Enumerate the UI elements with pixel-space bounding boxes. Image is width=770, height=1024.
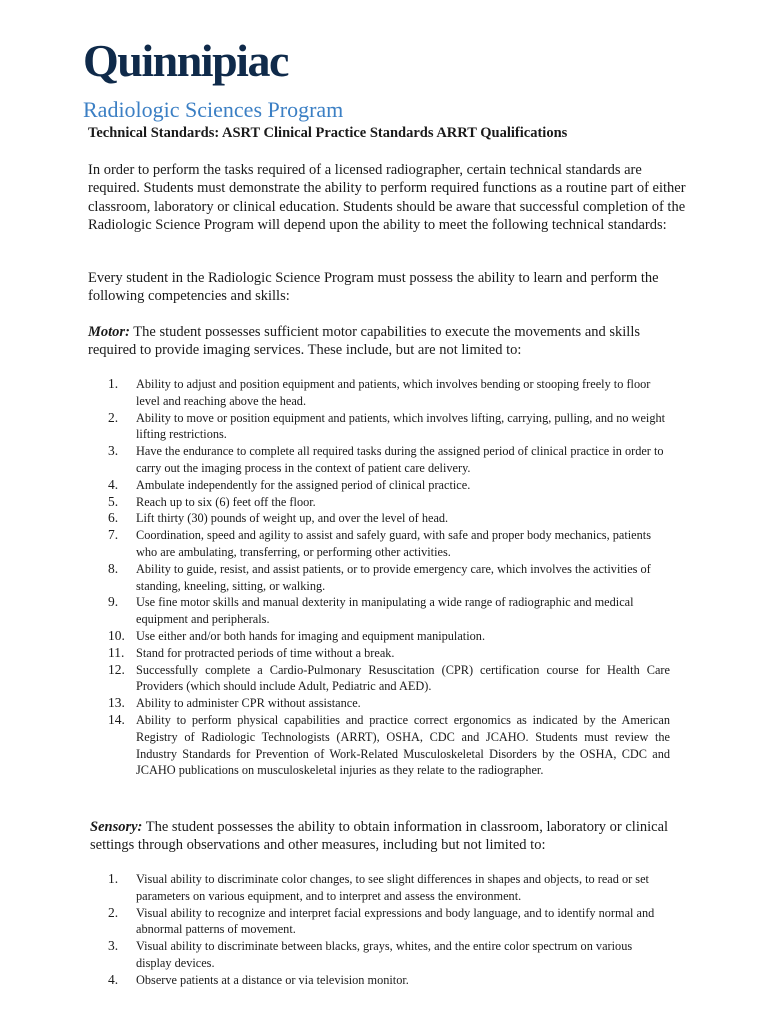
item-text: Observe patients at a distance or via television monitor. xyxy=(136,972,409,987)
item-number: 8. xyxy=(108,560,119,576)
sensory-list xyxy=(108,871,670,989)
item-number: 3. xyxy=(108,443,119,459)
item-number: 11. xyxy=(108,644,125,660)
list-item xyxy=(108,905,670,939)
item-number: 7. xyxy=(108,527,119,543)
item-text: Visual ability to discriminate color changes, to see slight differences in shapes and objects, to read or set parameters on various equipment, and to interpret and assess the environment. xyxy=(136,872,649,903)
item-text: Ability to adjust and position equipment and patients, which involves bending or stooping freely to floor level and reaching above the head. xyxy=(136,377,651,408)
item-text: Have the endurance to complete all required tasks during the assigned period of clinical practice in order to carry out the imaging process in the context of patient care delivery. xyxy=(136,444,664,475)
item-number: 13. xyxy=(108,695,125,711)
list-item xyxy=(108,410,670,444)
motor-intro-text: The student possesses sufficient motor capabilities to execute the movements and skills required to provide imaging services. These include, but are not limited to: xyxy=(88,324,641,359)
item-text: Use either and/or both hands for imaging and equipment manipulation. xyxy=(136,628,486,643)
item-number: 4. xyxy=(108,476,119,492)
motor-section-intro xyxy=(88,323,688,360)
list-item xyxy=(108,871,670,905)
item-text: Successfully complete a Cardio-Pulmonary Resuscitation (CPR) certification course for Health Care Providers (which should include Adult, Pediatric and AED). xyxy=(136,662,670,694)
list-item xyxy=(108,594,670,628)
item-text: Reach up to six (6) feet off the floor. xyxy=(136,494,316,509)
item-number: 1. xyxy=(108,376,119,391)
intro-paragraph-2: Every student in the Radiologic Science Program must possess the ability to learn and perform the following competencies and skills: xyxy=(88,270,659,305)
sensory-intro-text: The student possesses the ability to obtain information in classroom, laboratory or clinical settings through observations and other measures, including but not limited to: xyxy=(90,819,669,854)
list-item xyxy=(108,972,670,989)
list-item xyxy=(108,527,670,561)
item-number: 14. xyxy=(108,711,125,727)
list-item xyxy=(108,695,670,712)
item-text: Visual ability to recognize and interpret facial expressions and body language, and to identify normal and abnormal patterns of movement. xyxy=(136,905,655,937)
item-number: 3. xyxy=(108,938,119,954)
list-item xyxy=(108,561,670,595)
item-number: 6. xyxy=(108,510,119,526)
item-number: 9. xyxy=(108,594,119,610)
item-text: Coordination, speed and agility to assist and safely guard, with safe and proper body mechanics, patients who are ambulating, transferring, or performing other activities. xyxy=(136,528,651,559)
list-item xyxy=(108,376,670,410)
item-number: 2. xyxy=(108,409,119,425)
list-item xyxy=(108,628,670,645)
list-item xyxy=(108,662,670,696)
list-item xyxy=(108,443,670,477)
list-item xyxy=(108,712,670,779)
document-subtitle: Technical Standards: ASRT Clinical Practice Standards ARRT Qualifications xyxy=(88,125,568,141)
list-item xyxy=(108,510,670,527)
list-item xyxy=(108,477,670,494)
sensory-label: Sensory: xyxy=(90,819,143,835)
program-title: Radiologic Sciences Program xyxy=(83,97,344,122)
item-number: 12. xyxy=(108,661,125,677)
intro-paragraph-1: In order to perform the tasks required of a licensed radiographer, certain technical standards are required. Students must demonstrate the ability to perform required functions as a routine part of either classroom, laboratory or clinical education. Students should be aware that successful completion of the Radiologic Science Program will depend upon the ability to meet the following technical standards: xyxy=(88,162,686,233)
item-number: 10. xyxy=(108,627,125,643)
list-item xyxy=(108,938,670,972)
sensory-section-intro xyxy=(90,818,690,855)
list-item xyxy=(108,645,670,662)
list-item xyxy=(108,494,670,511)
motor-list xyxy=(108,376,670,779)
item-number: 2. xyxy=(108,904,119,920)
item-text: Use fine motor skills and manual dexterity in manipulating a wide range of radiographic and medical equipment and peripherals. xyxy=(136,595,634,627)
item-number: 5. xyxy=(108,493,119,509)
item-text: Stand for protracted periods of time without a break. xyxy=(136,645,395,660)
item-number: 1. xyxy=(108,871,119,886)
item-text: Ambulate independently for the assigned period of clinical practice. xyxy=(136,477,471,492)
quinnipiac-logo: Quinnipiac xyxy=(83,35,288,86)
item-text: Ability to move or position equipment and patients, which involves lifting, carrying, pulling, and no weight lifting restrictions. xyxy=(136,410,666,442)
item-number: 4. xyxy=(108,971,119,987)
item-text: Ability to administer CPR without assistance. xyxy=(136,696,361,711)
motor-label: Motor: xyxy=(88,324,130,340)
item-text: Lift thirty (30) pounds of weight up, and over the level of head. xyxy=(136,511,449,526)
item-text: Ability to perform physical capabilities and practice correct ergonomics as indicated by the American Registry of Radiologic Technologists (ARRT), OSHA, CDC and JCAHO. Students must review the Industry Standards for Prevention of Work-Related Musculoskeletal Disorders by the OSHA, CDC and JCAHO publications on musculoskeletal injuries as they relate to the radiographer. xyxy=(136,712,670,778)
item-text: Visual ability to discriminate between blacks, grays, whites, and the entire color spectrum on various display devices. xyxy=(136,939,633,970)
item-text: Ability to guide, resist, and assist patients, or to provide emergency care, which involves the activities of standing, kneeling, sitting, or walking. xyxy=(136,561,651,593)
